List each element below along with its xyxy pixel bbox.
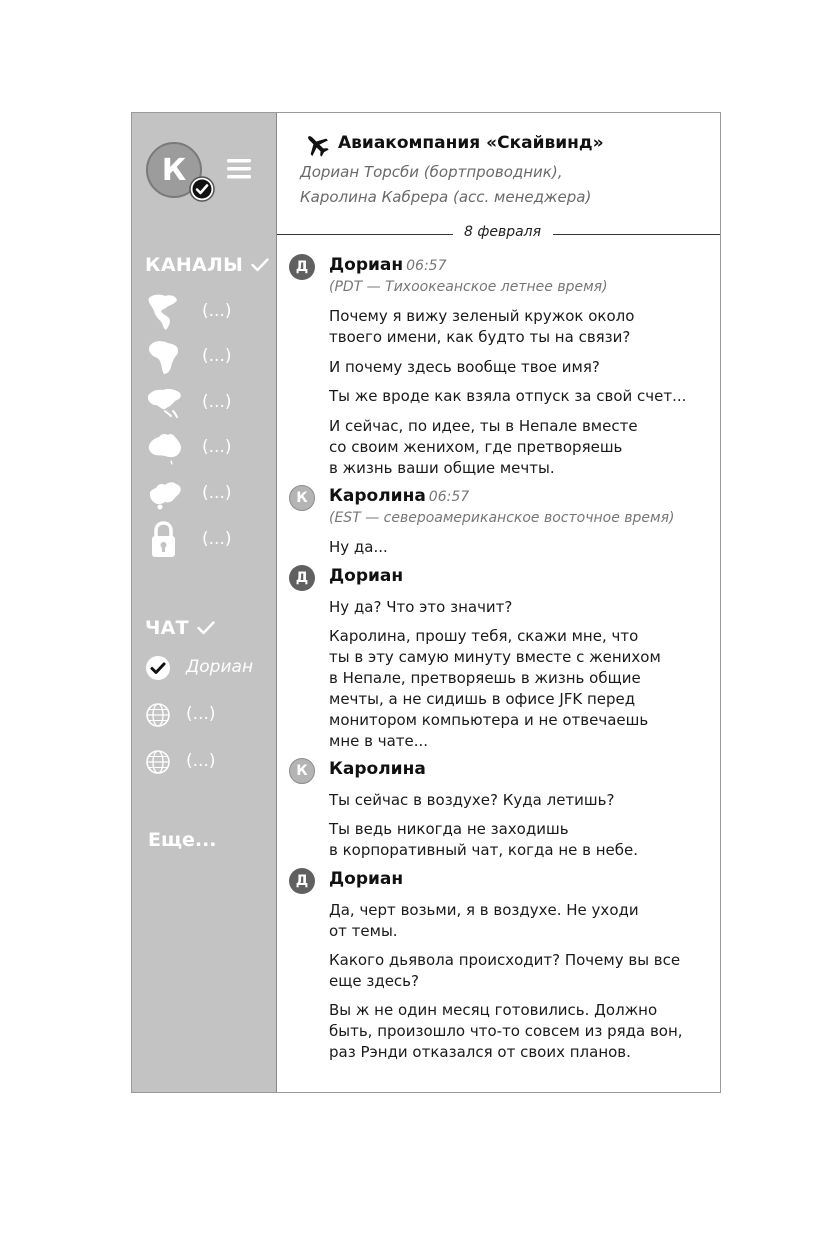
message-author[interactable]: [329, 869, 403, 889]
message-text: Ты сейчас в воздухе? Куда летишь?: [329, 791, 615, 809]
message-text: Каролина, прошу тебя, скажи мне, что ты в эту самую минуту вместе с женихом в Непале, претворяешь в жизнь общие мечты, а не сидишь в офисе JFK перед монитором компьютера и не отвечаешь мне в чате...: [329, 627, 661, 750]
chat-label: (...): [186, 751, 216, 771]
channel-label: (...): [202, 392, 232, 412]
message-time: 06:57: [428, 489, 470, 505]
channel-label: (...): [202, 301, 232, 321]
author-name: Дориан: [329, 566, 404, 586]
chat-item-2[interactable]: [145, 701, 273, 731]
date-label: 8 февраля: [464, 224, 542, 240]
author-name: Каролина: [329, 486, 426, 506]
member-line: Дориан Торсби (бортпроводник),: [300, 163, 563, 181]
chat-section-title[interactable]: [145, 617, 215, 639]
message-author[interactable]: [329, 759, 426, 779]
checkmark-icon: [251, 258, 269, 272]
channel-item-asia[interactable]: [146, 384, 271, 420]
channels-title-label: КАНАЛЫ: [145, 254, 244, 276]
author-name: Дориан: [329, 255, 404, 275]
channel-members: [300, 160, 591, 210]
chat-main-panel: [277, 113, 720, 1092]
message-author[interactable]: [329, 566, 403, 586]
channel-label: (...): [202, 483, 232, 503]
channels-section-title[interactable]: [145, 254, 269, 276]
message-author[interactable]: [329, 486, 469, 506]
channel-item-private[interactable]: [146, 521, 271, 557]
message-text: Ты ведь никогда не заходишь в корпоративный чат, когда не в небе.: [329, 820, 639, 859]
more-link[interactable]: Еще...: [148, 829, 217, 851]
chat-title-label: ЧАТ: [145, 617, 189, 639]
channel-title: Авиакомпания «Скайвинд»: [338, 133, 604, 153]
globe-icon: [145, 702, 171, 728]
message-text: Какого дьявола происходит? Почему вы все еще здесь?: [329, 951, 681, 990]
chat-item-dorian[interactable]: [145, 654, 273, 684]
channel-item-africa[interactable]: [146, 338, 271, 374]
channel-item-europe[interactable]: [146, 475, 271, 511]
message-text: Ну да...: [329, 538, 388, 556]
message-text: Да, черт возьми, я в воздухе. Не уходи от темы.: [329, 901, 639, 940]
message-text: Почему я вижу зеленый кружок около твоего имени, как будто ты на связи?: [329, 307, 635, 346]
avatar[interactable]: Д: [289, 868, 315, 894]
channel-item-australia[interactable]: [146, 429, 271, 465]
checkmark-icon: [197, 621, 215, 635]
chat-label: Дориан: [186, 657, 254, 677]
check-circle-icon: [145, 655, 171, 681]
message-text: Ну да? Что это значит?: [329, 598, 513, 616]
lock-icon: [146, 521, 182, 559]
user-avatar-wrap[interactable]: [146, 142, 206, 202]
airplane-icon: [304, 132, 330, 158]
channel-label: (...): [202, 437, 232, 457]
message-text: И сейчас, по идее, ты в Непале вместе со своим женихом, где претворяешь в жизнь ваши общие мечты.: [329, 417, 638, 477]
message-text: Ты же вроде как взяла отпуск за свой счет...: [329, 387, 687, 405]
message-author[interactable]: [329, 255, 446, 275]
hamburger-menu-icon[interactable]: [227, 158, 251, 180]
avatar[interactable]: К: [146, 142, 202, 198]
avatar[interactable]: К: [289, 485, 315, 511]
avatar[interactable]: Д: [289, 254, 315, 280]
message-text: Вы ж не один месяц готовились. Должно быть, произошло что-то совсем из ряда вон, раз Рэнди отказался от своих планов.: [329, 1001, 683, 1061]
africa-icon: [146, 338, 182, 376]
online-check-icon: [188, 175, 216, 203]
channel-item-americas[interactable]: [146, 293, 271, 329]
date-separator: [277, 224, 720, 244]
author-name: Каролина: [329, 759, 426, 779]
chat-item-3[interactable]: [145, 748, 273, 778]
channel-label: (...): [202, 529, 232, 549]
sidebar: [132, 113, 277, 1092]
americas-icon: [146, 293, 182, 331]
europe-icon: [146, 475, 184, 513]
avatar[interactable]: Д: [289, 565, 315, 591]
divider: [553, 234, 720, 235]
author-name: Дориан: [329, 869, 404, 889]
message-time: 06:57: [406, 258, 447, 274]
author-timezone: (EST — североамериканское восточное время): [329, 510, 675, 526]
australia-icon: [146, 429, 184, 467]
avatar[interactable]: К: [289, 758, 315, 784]
globe-icon: [145, 749, 171, 775]
channel-label: (...): [202, 346, 232, 366]
chat-app-window: [131, 112, 721, 1093]
member-line: Каролина Кабрера (асс. менеджера): [300, 188, 592, 206]
author-timezone: (PDT — Тихоокеанское летнее время): [329, 279, 608, 295]
message-text: И почему здесь вообще твое имя?: [329, 358, 600, 376]
chat-label: (...): [186, 704, 216, 724]
divider: [277, 234, 453, 235]
asia-icon: [146, 384, 184, 422]
